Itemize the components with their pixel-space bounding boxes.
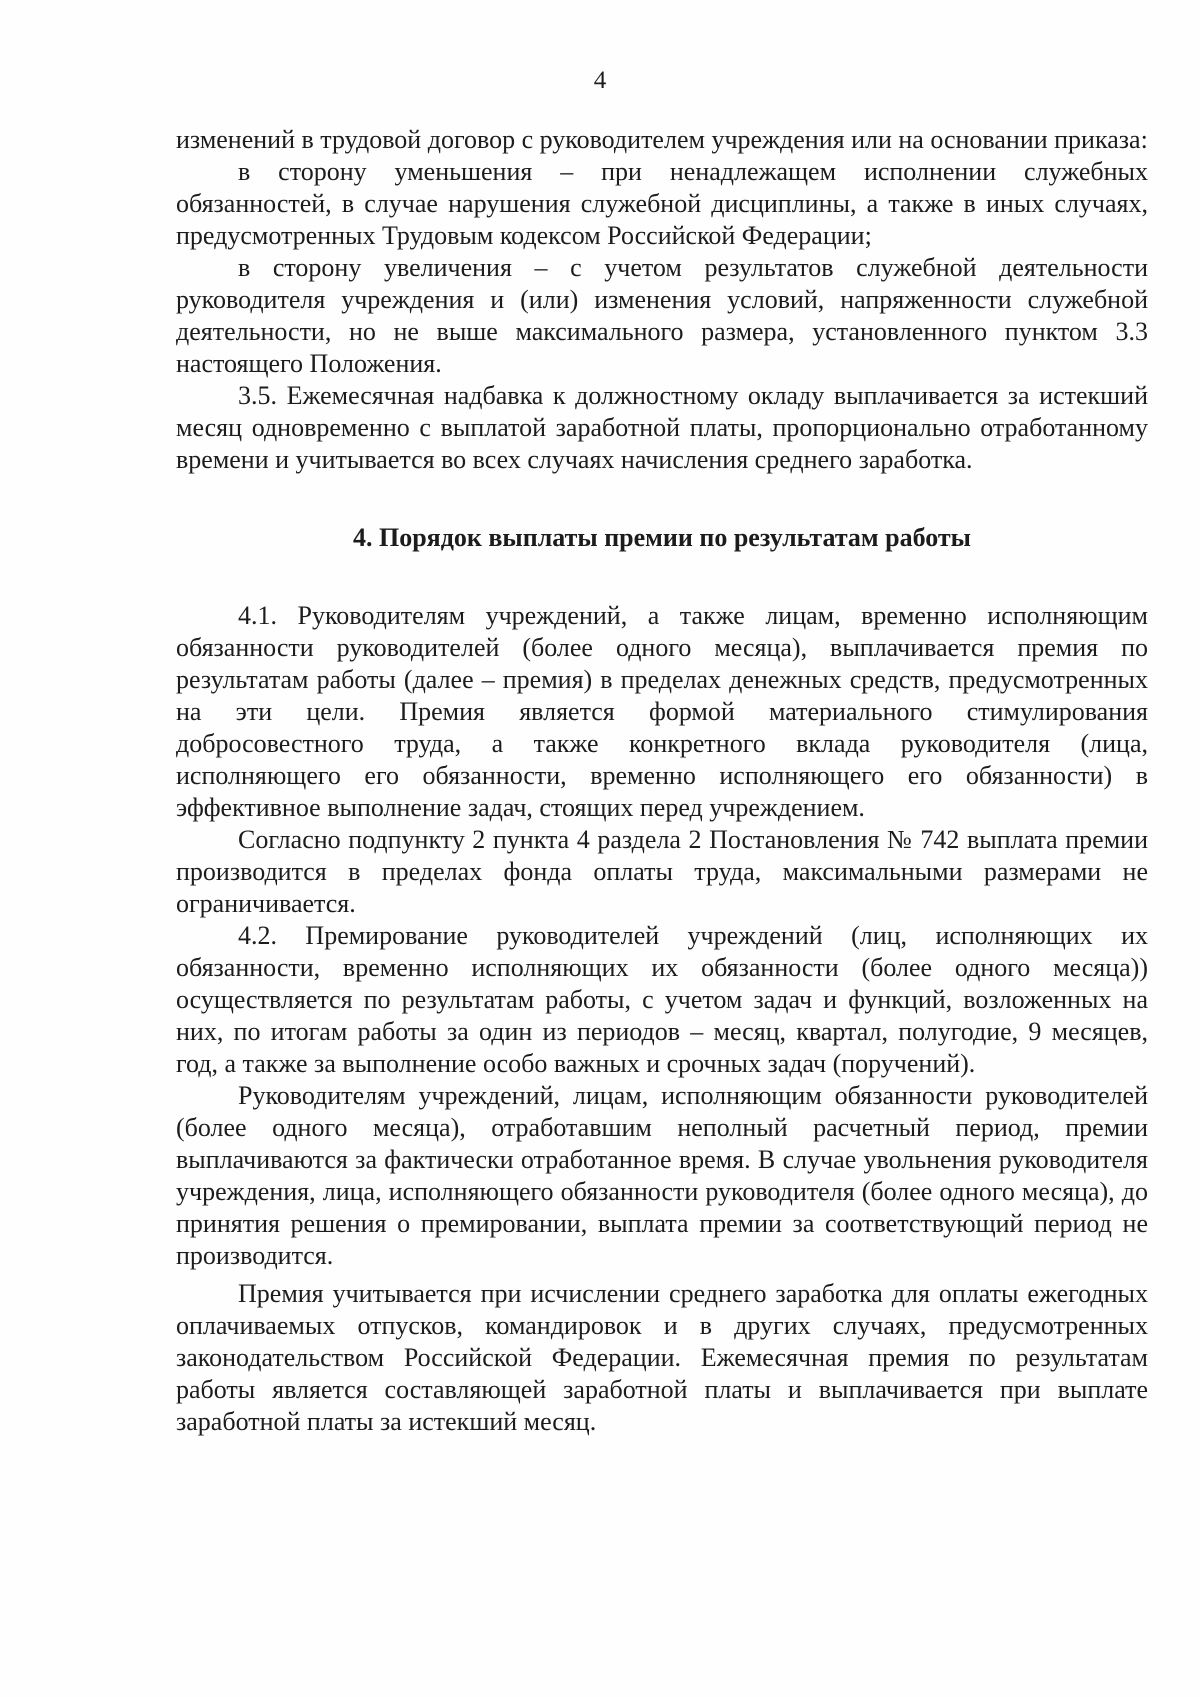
paragraph-increase: в сторону увеличения – с учетом результатов служебной деятельности руководителя учреждения и (или) изменения условий, напряженности служебной деятельности, но не выше максимального размера, установленного пунктом 3.3 настоящего Положения. — [176, 253, 1148, 378]
document-body — [176, 124, 1148, 1438]
section-4-title: 4. Порядок выплаты премии по результатам работы — [353, 523, 971, 552]
paragraph-average-earnings: Премия учитывается при исчислении среднего заработка для оплаты ежегодных оплачиваемых отпусков, командировок и в других случаях, предусмотренных законодательством Российской Федерации. Ежемесячная премия по результатам работы является составляющей заработной платы и выплачивается при выплате заработной платы за истекший месяц. — [176, 1279, 1148, 1436]
paragraph-4-1: 4.1. Руководителям учреждений, а также лицам, временно исполняющим обязанности руководителей (более одного месяца), выплачивается премия по результатам работы (далее – премия) в пределах денежных средств, предусмотренных на эти цели. Премия является формой материального стимулирования добросовестного труда, а также конкретного вклада руководителя (лица, исполняющего его обязанности, временно исполняющего его обязанности) в эффективное выполнение задач, стоящих перед учреждением. — [176, 601, 1148, 822]
paragraph-partial-period: Руководителям учреждений, лицам, исполняющим обязанности руководителей (более одного месяца), отработавшим неполный расчетный период, премии выплачиваются за фактически отработанное время. В случае увольнения руководителя учреждения, лица, исполняющего обязанности руководителя (более одного месяца), до принятия решения о премировании, выплата премии за соответствующий период не производится. — [176, 1081, 1148, 1270]
paragraph-decrease: в сторону уменьшения – при ненадлежащем исполнении служебных обязанностей, в случае нарушения служебной дисциплины, а также в иных случаях, предусмотренных Трудовым кодексом Российской Федерации; — [176, 157, 1148, 250]
paragraph-3-5: 3.5. Ежемесячная надбавка к должностному окладу выплачивается за истекший месяц одновременно с выплатой заработной платы, пропорционально отработанному времени и учитывается во всех случаях начисления среднего заработка. — [176, 381, 1148, 474]
paragraph-4-2: 4.2. Премирование руководителей учреждений (лиц, исполняющих их обязанности, временно исполняющих их обязанности (более одного месяца)) осуществляется по результатам работы, с учетом задач и функций, возложенных на них, по итогам работы за один из периодов – месяц, квартал, полугодие, 9 месяцев, год, а также за выполнение особо важных и срочных задач (поручений). — [176, 921, 1148, 1078]
paragraph-continuation: изменений в трудовой договор с руководителем учреждения или на основании приказа: — [176, 125, 1148, 154]
page-number: 4 — [593, 67, 607, 94]
paragraph-postanovlenie-742: Согласно подпункту 2 пункта 4 раздела 2 Постановления № 742 выплата премии производится в пределах фонда оплаты труда, максимальными размерами не ограничивается. — [176, 825, 1148, 918]
